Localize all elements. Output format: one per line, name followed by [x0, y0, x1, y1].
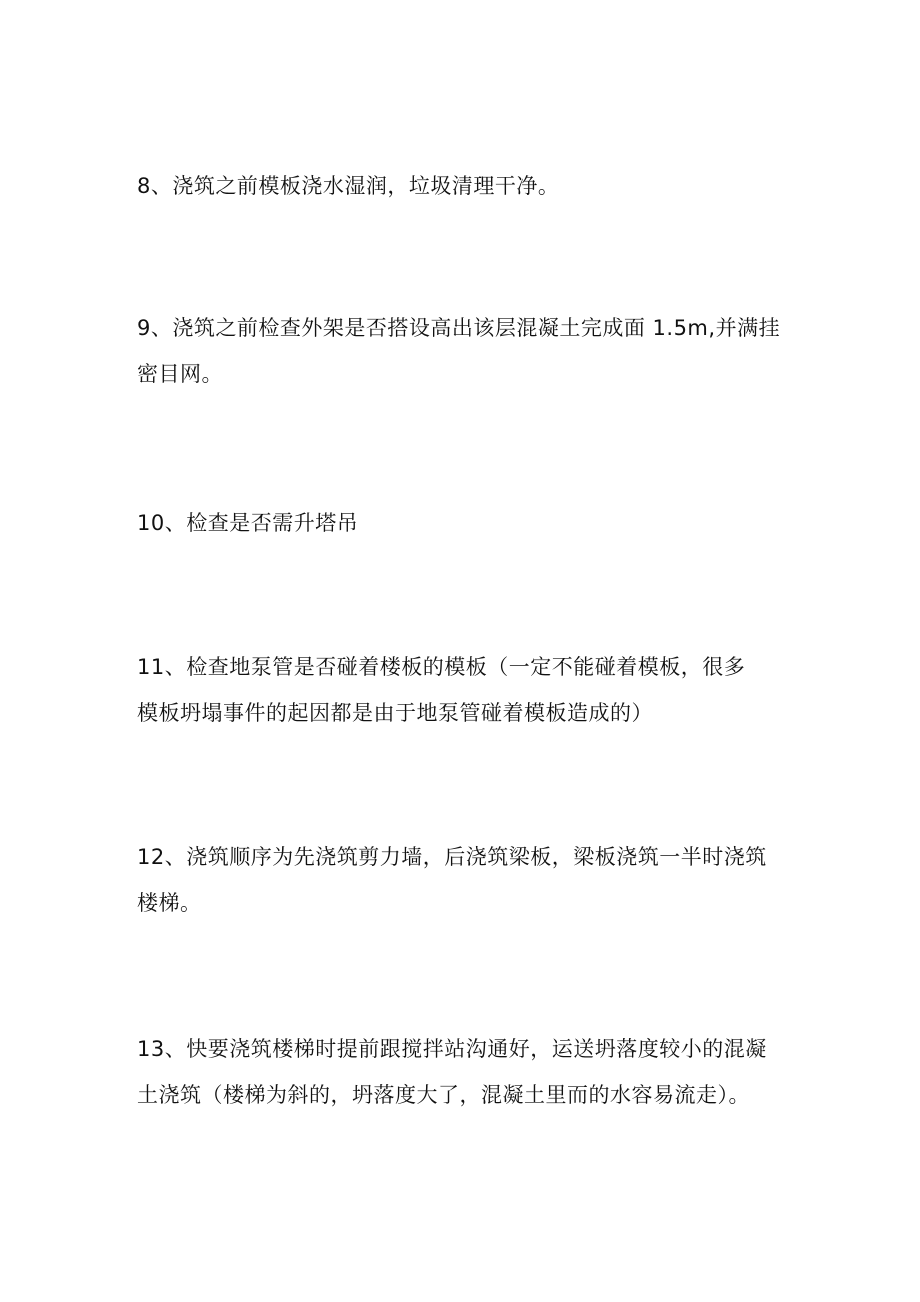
list-item	[137, 305, 782, 397]
text-line: 10、检查是否需升塔吊	[137, 511, 359, 535]
text-line: 8、浇筑之前模板浇水湿润，垃圾清理干净。	[137, 174, 560, 198]
list-item	[137, 834, 782, 926]
list-item	[137, 500, 782, 546]
text-line: 密目网。	[137, 362, 223, 386]
list-item	[137, 163, 782, 209]
text-line: 12、浇筑顺序为先浇筑剪力墙，后浇筑梁板，梁板浇筑一半时浇筑	[137, 845, 767, 869]
text-line: 13、快要浇筑楼梯时提前跟搅拌站沟通好，运送坍落度较小的混凝	[137, 1037, 767, 1061]
list-item	[137, 644, 782, 736]
text-line: 9、浇筑之前检查外架是否搭设高出该层混凝土完成面 1.5m,并满挂	[137, 316, 781, 340]
text-line: 楼梯。	[137, 891, 202, 915]
text-line: 模板坍塌事件的起因都是由于地泵管碰着模板造成的）	[137, 701, 653, 725]
text-line: 土浇筑（楼梯为斜的，坍落度大了，混凝土里而的水容易流走）。	[137, 1083, 750, 1107]
list-item	[137, 1026, 782, 1118]
text-line: 11、检查地泵管是否碰着楼板的模板（一定不能碰着模板，很多	[137, 655, 746, 679]
